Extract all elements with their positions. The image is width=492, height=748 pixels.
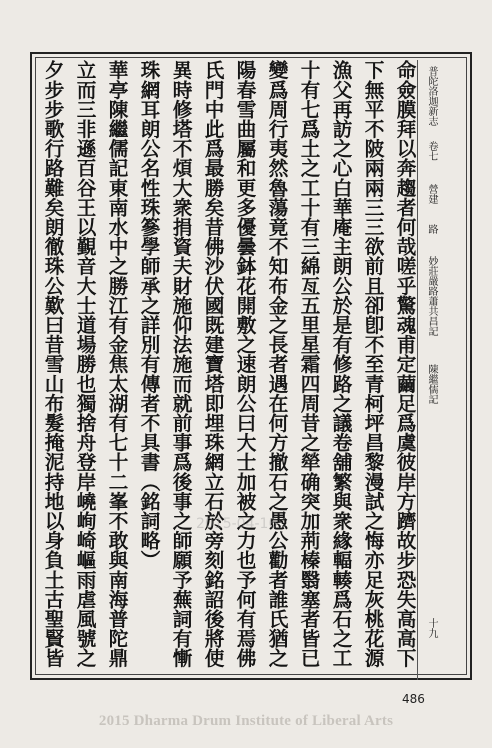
margin-header (424, 66, 444, 686)
page-number: 486 (402, 692, 425, 706)
date-watermark: 2015-04-16 (196, 516, 278, 532)
text-column: 珠網耳朗公名性珠篸學師承之詳別有傳者不具書（銘詞略） (137, 60, 160, 570)
footer-credit: 2015 Dharma Drum Institute of Liberal Arts (98, 713, 394, 729)
text-column: 命僉膜拜以奔趨者何哉嗟乎驚魂甫定繭足爲虞彼岸方躋故步恐失高高下 (393, 60, 416, 668)
text-column: 漁父再訪之心白華庵主朗公於是有修路之議卷舖繁與衆緣輻輳爲石之工 (329, 60, 352, 668)
folio-number: 十九 (426, 618, 437, 638)
article-author: 陳繼儒記 (426, 364, 437, 404)
text-column: 陽春雪曲屬和更多優曇鉢花開敷之速朗公曰大士加被之力也予何有焉佛 (233, 60, 256, 668)
text-column: 十有七爲土之工十有三綿亙五里星霜四周昔之犖确突加荊榛翳塞者皆已 (297, 60, 320, 668)
section-label: 營建 (426, 184, 437, 204)
article-title: 妙莊嚴路蕭共昌記 (426, 256, 437, 336)
chapter-label: 卷七 (426, 141, 437, 161)
book-title: 普陀洛迦新志 (426, 66, 437, 126)
text-column: 華亭陳繼儒記東南水中之勝江有金焦太湖有七十二峯不敢與南海普陀鼎 (105, 60, 128, 668)
text-column: 異時修塔不煩大衆捐資夫財施仰法施而就前事爲後事之師願予蕪詞有慚 (169, 60, 192, 668)
text-column: 氏門中此爲最勝矣昔佛沙伏國既建寶塔即埋珠網立石於旁刻銘詔後將使 (201, 60, 224, 668)
subsection-label: 路 (426, 224, 437, 234)
body-text (40, 60, 416, 672)
text-column: 夕步步歌行路難矣朗徹珠公歎曰昔雪山布髮掩泥持地以身負土古聖賢皆 (41, 60, 64, 668)
text-column: 變爲周行夷然魯蕩竟不知布金之長者遇在何方撤石之愚公勸者誰氏猶之 (265, 60, 288, 668)
text-column: 下無平不陂兩兩三三欲前且卻卽不至青柯坪昌黎漫試之悔亦足灰桃花源 (361, 60, 384, 668)
margin-rule (417, 60, 418, 680)
text-column: 立而三非遜百谷王以覲音大士道場勝也獨捨舟登岸嶢峋崎嶇雨虐風號之 (73, 60, 96, 668)
